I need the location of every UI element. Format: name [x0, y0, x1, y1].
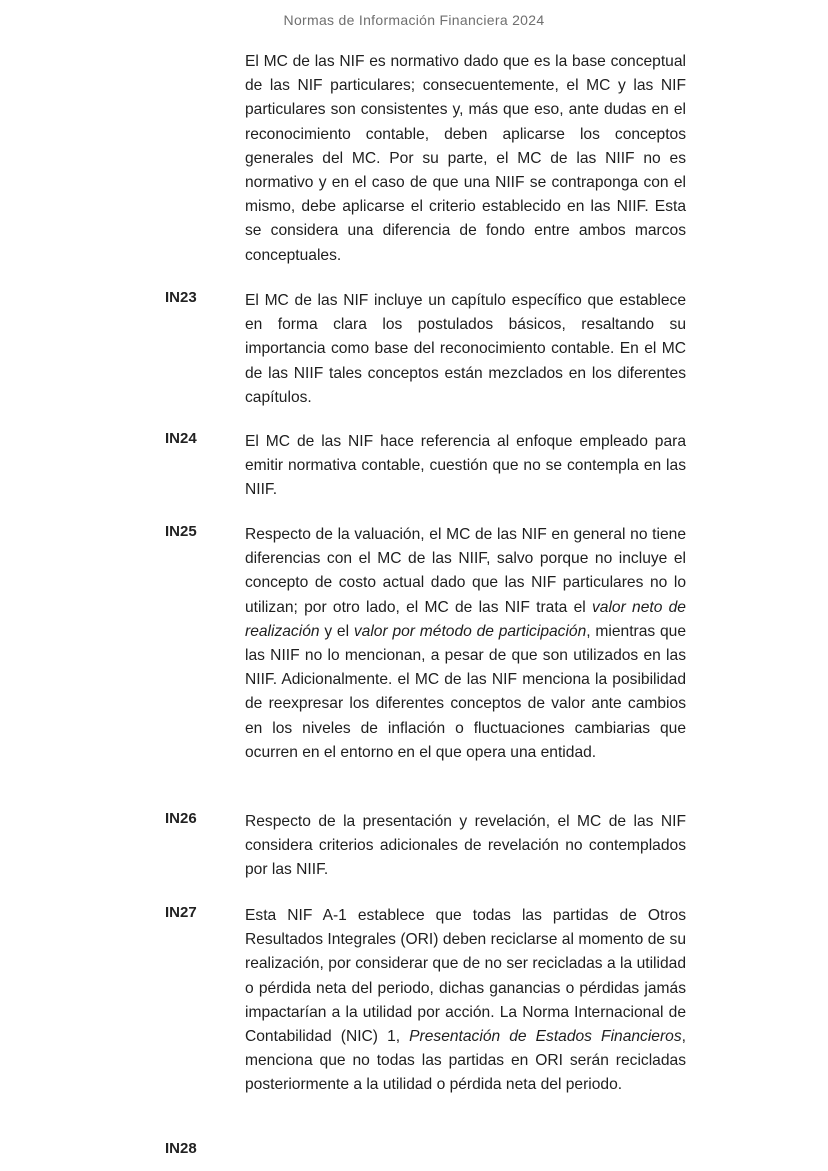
- page-header: Normas de Información Financiera 2024: [283, 12, 545, 28]
- text-segment: y el: [319, 622, 354, 640]
- paragraph-number: IN25: [165, 523, 197, 540]
- paragraph-number: IN27: [165, 904, 197, 921]
- italic-term: Presentación de Estados Financieros: [409, 1028, 682, 1046]
- text-segment: , menciona que no todas las partidas en ORI serán recicladas posteriormente a la utilidad o pérdida neta del periodo.: [245, 1028, 686, 1094]
- paragraph-number: IN24: [165, 430, 197, 447]
- paragraph-text: [245, 523, 686, 765]
- text-segment: Respecto de la valuación, el MC de las NIF en general no tiene diferencias con el MC de las NIIF, salvo porque no incluye el concepto de costo actual dado que las NIF particulares no lo utilizan; por otro lado, el MC de las NIF trata el: [245, 526, 686, 616]
- italic-term: valor por método de participación: [353, 622, 587, 640]
- paragraph-number: IN28: [165, 1140, 197, 1157]
- paragraph-text: El MC de las NIF incluye un capítulo específico que establece en forma clara los postulados básicos, resaltando su importancia como base del reconocimiento contable. En el MC de las NIIF tales conceptos están mezclados en los diferentes capítulos.: [245, 292, 686, 406]
- paragraph-text: El MC de las NIF es normativo dado que es la base conceptual de las NIF particulares; consecuentemente, el MC y las NIF particulares son consistentes y, más que eso, ante dudas en el reconocimiento contable, deben aplicarse los conceptos generales del MC. Por su parte, el MC de las NIIF no es normativo y en el caso de que una NIIF se contraponga con el mismo, debe aplicarse el criterio establecido en las NIIF. Esta se considera una diferencia de fondo entre ambos marcos conceptuales.: [245, 53, 686, 264]
- italic-term: valor neto de realización: [245, 598, 686, 640]
- text-segment: Esta NIF A-1 establece que todas las partidas de Otros Resultados Integrales (ORI) deben reciclarse al momento de su realización, por considerar que de no ser recicladas a la utilidad o pérdida neta del periodo, dichas ganancias o pérdidas jamás impactarían a la utilidad por acción. La Norma Internacional de Contabilidad (NIC) 1,: [245, 907, 686, 1046]
- paragraph-number: IN26: [165, 810, 197, 827]
- paragraph-text: El MC de las NIF hace referencia al enfoque empleado para emitir normativa contable, cuestión que no se contempla en las NIIF.: [245, 433, 686, 499]
- paragraph-text: [245, 904, 686, 1098]
- paragraph-number: IN23: [165, 289, 197, 306]
- paragraph-text: Respecto de la presentación y revelación, el MC de las NIF considera criterios adicionales de revelación no contemplados por las NIIF.: [245, 813, 686, 879]
- text-segment: , mientras que las NIIF no lo mencionan, a pesar de que son utilizados en las NIIF. Adicionalmente. el MC de las NIF menciona la posibilidad de reexpresar los diferentes conceptos de valor ante cambios en los niveles de inflación o fluctuaciones cambiarias que ocurren en el entorno en el que opera una entidad.: [245, 622, 686, 761]
